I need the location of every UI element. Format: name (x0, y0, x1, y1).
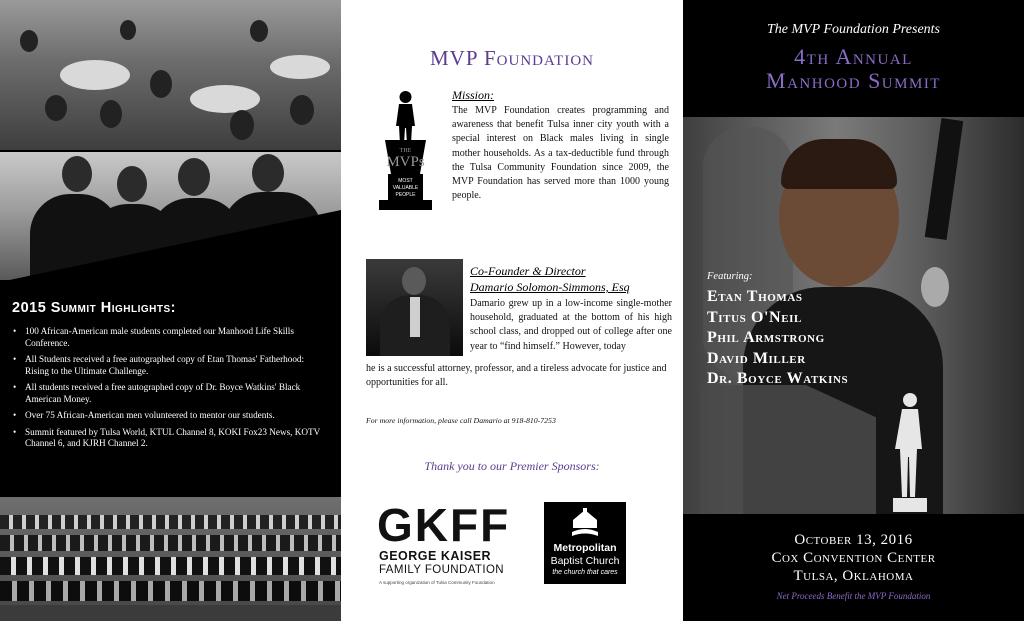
group-photo (0, 497, 341, 621)
gkff-logo (377, 499, 522, 592)
speakers-list (707, 287, 848, 390)
highlights-section (0, 282, 341, 497)
speaker-name: Etan Thomas (707, 288, 803, 305)
mbc-logo-line2: Baptist Church (550, 555, 620, 567)
gkff-logo-line2: FAMILY FOUNDATION (379, 564, 505, 576)
highlights-list (10, 326, 330, 455)
list-item: • All students received a free autographed copy of Dr. Boyce Watkins' Black American Money. (10, 382, 330, 405)
metropolitan-baptist-logo (544, 502, 626, 584)
cofounder-heading: Co-Founder & Director (470, 264, 586, 278)
featuring-label: Featuring: (707, 271, 753, 282)
trophy-text-mvps: MVPs (386, 154, 425, 170)
trophy-text-the: THE (399, 148, 412, 154)
cofounder-name: Damario Solomon-Simmons, Esq (470, 280, 630, 294)
gkff-logo-tagline: A supporting organization of Tulsa Community Foundation (379, 580, 495, 585)
mission-text: The MVP Foundation creates programming and awareness that benefit Tulsa inner city youth with a special interest on Black males living in single mother households. As a tax-deductible fund through the Tulsa Community Foundation since 2009, the MVP Foundation has served more than 1000 young people. (452, 105, 669, 202)
event-title-line1: 4th Annual (794, 44, 913, 69)
event-venue: Cox Convention Center (771, 550, 936, 566)
speaker-name: Dr. Boyce Watkins (707, 370, 849, 388)
sponsors-heading: Thank you to our Premier Sponsors: (424, 459, 600, 473)
speaker-name: Phil Armstrong (707, 329, 825, 347)
statue-icon (887, 392, 933, 514)
church-icon (570, 508, 600, 540)
trophy-text-people: PEOPLE (395, 192, 416, 198)
list-item: • All Students received a free autographed copy of Etan Thomas' Fatherhood: Rising to the Ultimate Challenge. (10, 354, 330, 377)
middle-panel (341, 0, 683, 621)
mbc-logo-tagline: the church that cares (552, 569, 618, 576)
list-item: • Summit featured by Tulsa World, KTUL Channel 8, KOKI Fox23 News, KOTV Channel 6, and KJRH Channel 2. (10, 427, 330, 450)
mission-heading: Mission: (452, 88, 494, 102)
event-date: October 13, 2016 (794, 532, 913, 548)
gkff-logo-mark: GKFF (377, 499, 511, 551)
list-item: • Over 75 African-American men volunteered to mentor our students. (10, 410, 330, 422)
speaker-name: David Miller (707, 349, 806, 367)
mvp-trophy-logo (373, 90, 438, 212)
gkff-logo-line1: GEORGE KAISER (379, 549, 492, 563)
highlights-title: 2015 Summit Highlights: (12, 300, 176, 316)
summit-tables-photo (0, 0, 341, 150)
event-title-line2: Manhood Summit (766, 68, 941, 93)
cofounder-bio-part2: he is a successful attorney, professor, and a tireless advocate for justice and opportunities for all. (366, 363, 667, 389)
presents-line: The MVP Foundation Presents (766, 22, 941, 37)
speaker-name: Titus O'Neil (707, 308, 802, 326)
left-panel (0, 0, 341, 621)
list-item: • 100 African-American male students completed our Manhood Life Skills Conference. (10, 326, 330, 349)
mbc-logo-line1: Metropolitan (553, 542, 617, 554)
cofounder-bio-part1: Damario grew up in a low-income single-mother household, graduated at the bottom of his high school class, and dropped out of college after one year to “find himself.” However, today (470, 298, 672, 352)
proceeds-note: Net Proceeds Benefit the MVP Foundation (776, 591, 931, 601)
director-photo (366, 259, 463, 356)
foundation-title: MVP Foundation (430, 46, 594, 70)
trophy-text-most: MOST (398, 178, 413, 184)
event-city: Tulsa, Oklahoma (793, 568, 914, 584)
contact-info: For more information, please call Damario at 918-810-7253 (366, 416, 556, 425)
trophy-text-valuable: VALUABLE (392, 185, 419, 191)
right-panel (683, 0, 1024, 621)
